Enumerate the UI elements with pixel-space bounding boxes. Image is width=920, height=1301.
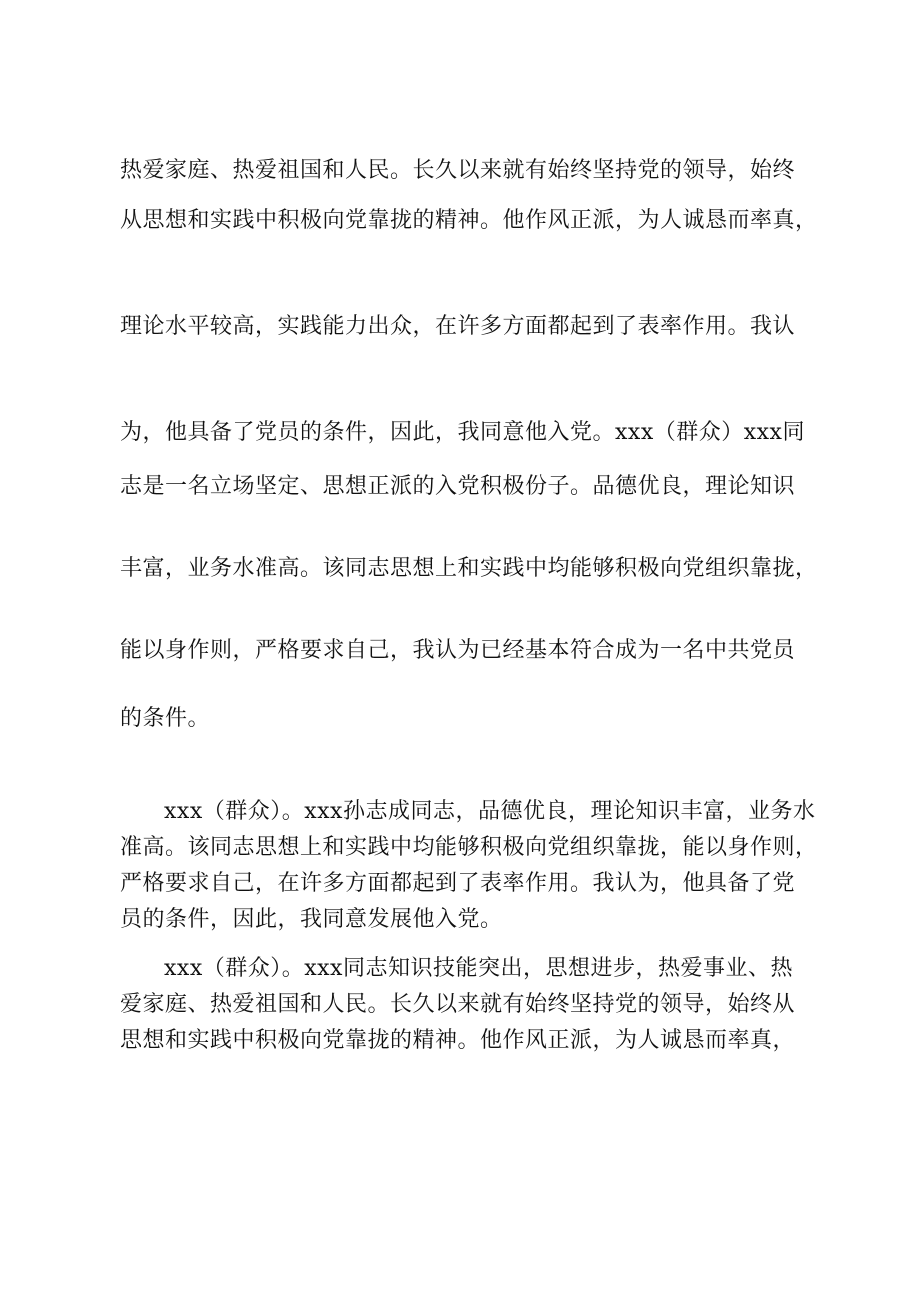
text-line: xxx（群众）。xxx同志知识技能突出，思想进步，热爱事业、热 [164, 956, 793, 981]
text-line: 志是一名立场坚定、思想正派的入党积极份子。品德优良，理论知识 [120, 474, 796, 499]
text-line: 准高。该同志思想上和实践中均能够积极向党组织靠拢，能以身作则， [120, 835, 818, 860]
text-line: 思想和实践中积极向党靠拢的精神。他作风正派，为人诚恳而率真， [120, 1028, 796, 1053]
text-line: 严格要求自己，在许多方面都起到了表率作用。我认为，他具备了党 [120, 871, 796, 896]
text-line: 的条件。 [120, 706, 211, 731]
text-line: 热爱家庭、热爱祖国和人民。长久以来就有始终坚持党的领导，始终 [120, 158, 796, 183]
text-line: 爱家庭、热爱祖国和人民。长久以来就有始终坚持党的领导，始终从 [120, 992, 796, 1017]
text-line: 能以身作则，严格要求自己，我认为已经基本符合成为一名中共党员 [120, 638, 796, 663]
text-line: 员的条件，因此，我同意发展他入党。 [120, 907, 503, 932]
text-line: 为，他具备了党员的条件，因此，我同意他入党。xxx（群众）xxx同 [120, 420, 805, 445]
text-line: 从思想和实践中积极向党靠拢的精神。他作风正派，为人诚恳而率真， [120, 208, 818, 233]
text-line: 丰富，业务水准高。该同志思想上和实践中均能够积极向党组织靠拢， [120, 556, 818, 581]
text-line: 理论水平较高，实践能力出众，在许多方面都起到了表率作用。我认 [120, 314, 796, 339]
text-line: xxx（群众）。xxx孙志成同志，品德优良，理论知识丰富，业务水 [164, 799, 816, 824]
